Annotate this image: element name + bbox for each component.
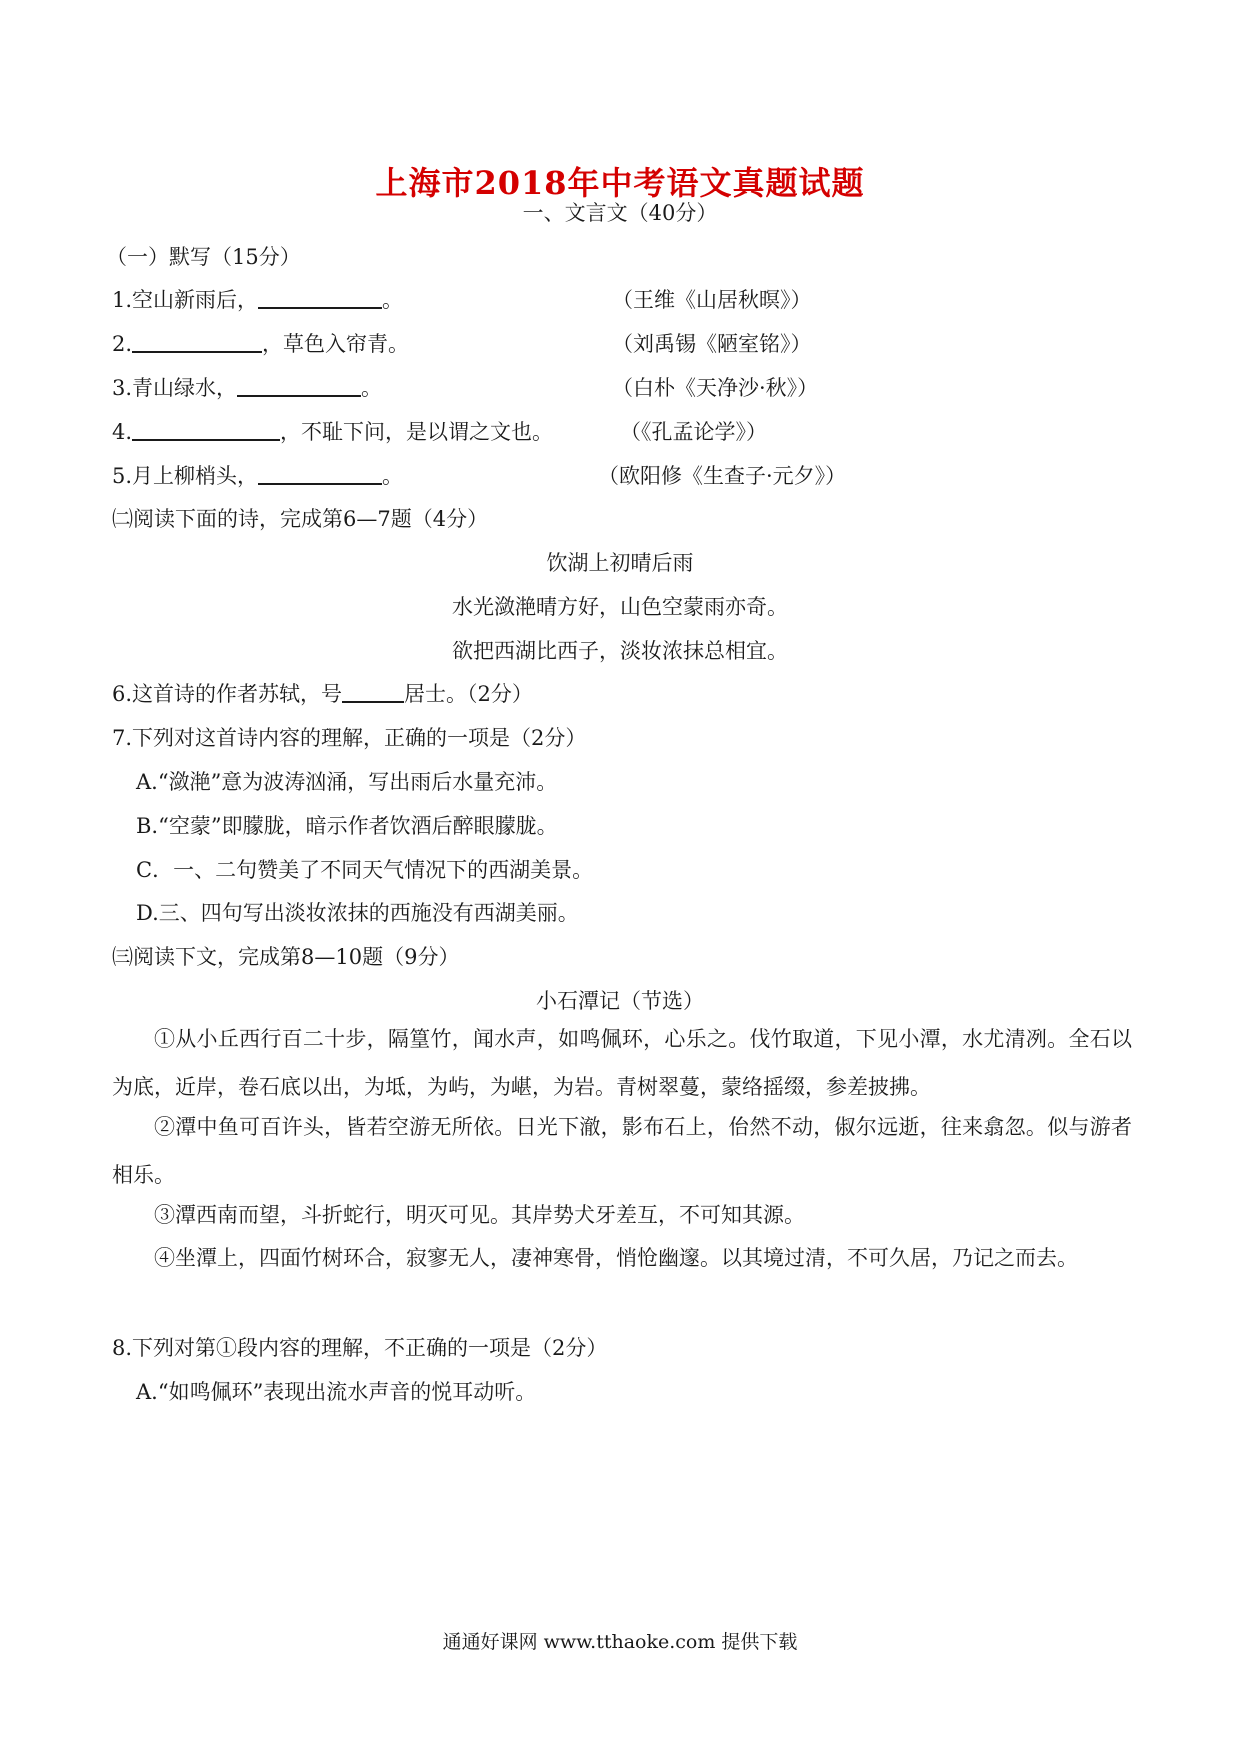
question-6 [112, 679, 533, 709]
answer-blank[interactable] [258, 461, 382, 485]
poem-line-2: 欲把西湖比西子，淡妆浓抹总相宜。 [452, 639, 788, 663]
dictation-item-1 [112, 285, 403, 315]
poem-line-1: 水光潋滟晴方好，山色空蒙雨亦奇。 [452, 595, 788, 619]
dictation-prefix: 5.月上柳梢头， [112, 464, 259, 488]
question-7-stem: 7.下列对这首诗内容的理解，正确的一项是（2分） [112, 726, 587, 750]
dictation-prefix: 2. [112, 332, 133, 356]
dictation-source-2: （刘禹锡《陋室铭》） [612, 332, 812, 356]
page-footer: 通通好课网 www.tthaoke.com 提供下载 [442, 1631, 798, 1653]
question-7-option-b: B.“空蒙”即朦胧，暗示作者饮酒后醉眼朦胧。 [136, 814, 558, 838]
answer-blank[interactable] [132, 417, 280, 441]
dictation-suffix: 。 [382, 288, 404, 312]
question-6-stem: 6.这首诗的作者苏轼，号 [112, 682, 343, 706]
dictation-item-4 [112, 417, 553, 447]
page-title: 上海市2018年中考语文真题试题 [375, 164, 865, 202]
answer-blank[interactable] [342, 679, 404, 703]
question-8-option-a: A.“如鸣佩环”表现出流水声音的悦耳动听。 [136, 1380, 537, 1404]
poem-title: 饮湖上初晴后雨 [546, 551, 694, 575]
essay-paragraph-4: ④坐潭上，四面竹树环合，寂寥无人，凄神寒骨，悄怆幽邃。以其境过清，不可久居，乃记之而去。 [154, 1246, 1078, 1270]
dictation-source-5: （欧阳修《生查子·元夕》） [598, 464, 847, 488]
dictation-suffix: ，草色入帘青。 [262, 332, 410, 356]
dictation-suffix: 。 [382, 464, 404, 488]
essay-paragraph-1: ①从小丘西行百二十步，隔篁竹，闻水声，如鸣佩环，心乐之。伐竹取道，下见小潭，水尤清冽。全石以为底，近岸，卷石底以出，为坻，为屿，为嵁，为岩。青树翠蔓，蒙络摇缀，参差披拂。 [112, 1027, 1132, 1099]
part-heading-poem: ㈡阅读下面的诗，完成第6—7题（4分） [112, 507, 489, 531]
dictation-item-3 [112, 373, 382, 403]
dictation-prefix: 4. [112, 420, 133, 444]
question-7-option-c: C．一、二句赞美了不同天气情况下的西湖美景。 [136, 858, 594, 882]
dictation-prefix: 1.空山新雨后， [112, 288, 259, 312]
answer-blank[interactable] [132, 329, 262, 353]
part-heading-dictation: （一）默写（15分） [106, 245, 301, 269]
question-7-option-a: A.“潋滟”意为波涛汹涌，写出雨后水量充沛。 [136, 770, 558, 794]
answer-blank[interactable] [237, 373, 361, 397]
dictation-item-5 [112, 461, 403, 491]
answer-blank[interactable] [258, 285, 382, 309]
section-heading: 一、文言文（40分） [522, 201, 718, 225]
dictation-item-2 [112, 329, 409, 359]
dictation-suffix: ，不耻下问，是以谓之文也。 [280, 420, 554, 444]
dictation-source-3: （白朴《天净沙·秋》） [612, 376, 819, 400]
dictation-source-4: （《孔孟论学》） [620, 420, 767, 444]
essay-paragraph-2: ②潭中鱼可百许头，皆若空游无所依。日光下澈，影布石上，佁然不动，俶尔远逝，往来翕忽。似与游者相乐。 [112, 1115, 1132, 1187]
part-heading-prose: ㈢阅读下文，完成第8—10题（9分） [112, 945, 460, 969]
question-8-stem: 8.下列对第①段内容的理解，不正确的一项是（2分） [112, 1336, 608, 1360]
question-6-suffix: 居士。（2分） [404, 682, 533, 706]
dictation-suffix: 。 [361, 376, 383, 400]
essay-title: 小石潭记（节选） [536, 989, 704, 1013]
question-7-option-d: D.三、四句写出淡妆浓抹的西施没有西湖美丽。 [136, 901, 579, 925]
essay-paragraph-3: ③潭西南而望，斗折蛇行，明灭可见。其岸势犬牙差互，不可知其源。 [154, 1203, 805, 1227]
dictation-source-1: （王维《山居秋暝》） [612, 288, 812, 312]
dictation-prefix: 3.青山绿水， [112, 376, 238, 400]
